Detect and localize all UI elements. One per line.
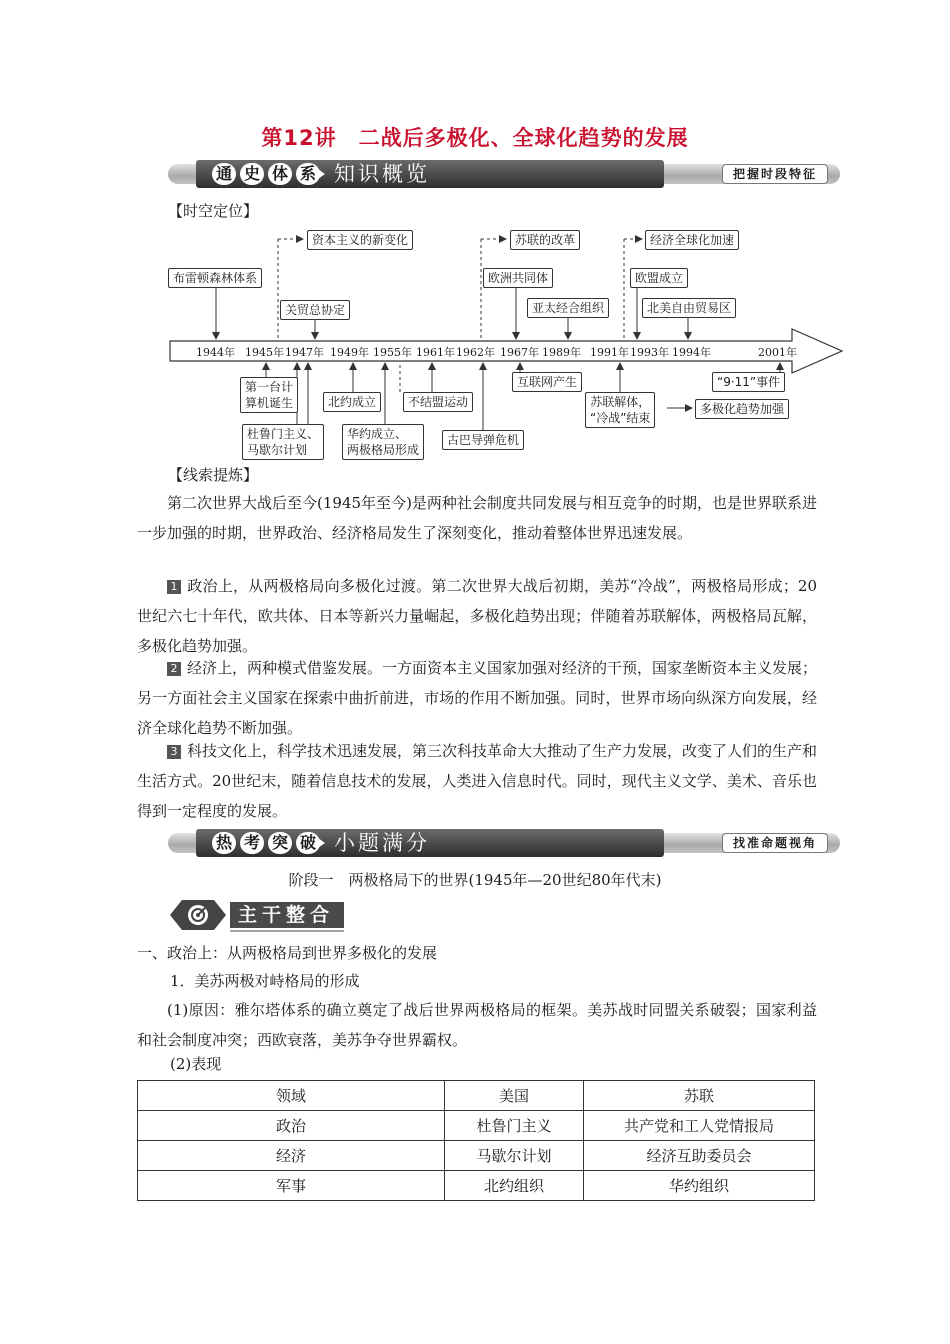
event-computer-line1: 第一台计 [245,380,294,394]
event-capitalism: 资本主义的新变化 [307,230,413,250]
point-paragraph [137,653,817,743]
heading-level2: 1．美苏两极对峙格局的形成 [170,972,360,990]
event-nato: 北约成立 [323,392,381,412]
table-cell: 经济 [138,1141,445,1171]
zhugan-badge [168,898,346,932]
event-ussr-line2: “冷战”结束 [590,411,651,425]
year-label: 1949年 [330,346,369,359]
banner-char: 考 [240,832,264,854]
banner-tag: 找准命题视角 [722,833,828,853]
event-multipolar: 多极化趋势加强 [695,399,789,419]
year-label: 1944年 [196,346,235,359]
event-apec: 亚太经合组织 [527,298,609,318]
table-row [138,1111,815,1141]
table-header: 领域 [138,1081,445,1111]
event-ec: 欧洲共同体 [483,268,553,288]
event-ussr-line1: 苏联解体， [590,395,651,409]
point-paragraph [137,736,817,826]
zhugan-title: 主干整合 [238,904,335,926]
event-nonaligned: 不结盟运动 [403,392,473,412]
table-header: 苏联 [584,1081,815,1111]
year-label: 2001年 [758,346,797,359]
year-label: 1955年 [373,346,412,359]
event-truman-line1: 杜鲁门主义、 [247,427,320,441]
table-cell: 华约组织 [584,1171,815,1201]
table-cell: 北约组织 [445,1171,584,1201]
event-warsaw [342,424,424,460]
event-bretton: 布雷顿森林体系 [168,268,262,288]
event-eu: 欧盟成立 [630,268,688,288]
event-computer-line2: 算机诞生 [245,396,294,410]
year-label: 1991年 [590,346,629,359]
section-banner-hot [168,829,840,855]
year-label: 1967年 [500,346,539,359]
banner-char: 突 [268,832,292,854]
event-warsaw-line1: 华约成立、 [347,427,408,441]
number-badge: 2 [167,662,181,676]
stage-heading: 阶段一 两极格局下的世界(1945年—20世纪80年代末) [288,871,662,889]
event-internet: 互联网产生 [512,372,582,392]
timeline [0,0,950,470]
event-soviet-reform: 苏联的改革 [510,230,580,250]
table-header-row [138,1081,815,1111]
banner-subtitle: 小题满分 [334,831,430,855]
year-label: 1947年 [285,346,324,359]
year-label: 1994年 [672,346,711,359]
point-text: 经济上，两种模式借鉴发展。一方面资本主义国家加强对经济的干预，国家垄断资本主义发展；另一方面社会主义国家在探索中曲折前进，市场的作用不断加强。同时，世界市场向纵深方向发展，经济全球化趋势不断加强。 [137,659,818,737]
page-title: 第12讲 二战后多极化、全球化趋势的发展 [261,126,689,150]
event-nafta: 北美自由贸易区 [642,298,736,318]
point-text: 科技文化上，科学技术迅速发展，第三次科技革命大大推动了生产力发展，改变了人们的生产和生活方式。20世纪末，随着信息技术的发展，人类进入信息时代。同时，现代主义文学、美术、音乐也得到一定程度的发展。 [137,742,818,820]
year-label: 1961年 [416,346,455,359]
event-cuba: 古巴导弹危机 [442,430,524,450]
table-row [138,1141,815,1171]
year-label: 1993年 [630,346,669,359]
event-ussr [585,392,655,428]
table-cell: 杜鲁门主义 [445,1111,584,1141]
timeline-lines [0,0,950,470]
banner-char: 破 [296,832,320,854]
point-paragraph [137,571,817,661]
banner-subtitle: 知识概览 [334,162,430,186]
cause-paragraph: (1)原因：雅尔塔体系的确立奠定了战后世界两极格局的框架。美苏战时同盟关系破裂；国家利益和社会制度冲突；西欧衰落，美苏争夺世界霸权。 [137,1001,817,1049]
event-gatt: 关贸总协定 [280,300,350,320]
number-badge: 1 [167,580,181,594]
event-globalization: 经济全球化加速 [645,230,739,250]
event-911: “9·11”事件 [712,372,785,392]
banner-tag: 把握时段特征 [722,164,828,184]
year-label: 1989年 [542,346,581,359]
table-cell: 马歇尔计划 [445,1141,584,1171]
event-truman [242,424,324,460]
table-cell: 军事 [138,1171,445,1201]
year-label: 1962年 [456,346,495,359]
section-label-time: 【时空定位】 [168,202,259,220]
event-truman-line2: 马歇尔计划 [247,443,308,457]
banner-char: 史 [240,163,264,185]
event-warsaw-line2: 两极格局形成 [347,443,420,457]
year-label: 1945年 [245,346,284,359]
table-cell: 政治 [138,1111,445,1141]
event-computer [240,377,298,413]
table-cell: 共产党和工人党情报局 [584,1111,815,1141]
comparison-table [137,1080,815,1201]
banner-char: 通 [212,163,236,185]
triangle-icon [318,838,325,848]
banner-char: 系 [296,163,320,185]
intro-paragraph: 第二次世界大战后至今(1945年至今)是两种社会制度共同发展与相互竞争的时期，也是世界联系进一步加强的时期，世界政治、经济格局发生了深刻变化，推动着整体世界迅速发展。 [137,494,817,542]
point-text: 政治上，从两极格局向多极化过渡。第二次世界大战后初期，美苏“冷战”，两极格局形成；20世纪六七十年代，欧共体、日本等新兴力量崛起，多极化趋势出现；伴随着苏联解体，两极格局瓦解，多极化趋势加强。 [137,577,817,655]
banner-char: 体 [268,163,292,185]
number-badge: 3 [167,745,181,759]
performance-label: (2)表现 [170,1055,222,1073]
table-header: 美国 [445,1081,584,1111]
table-cell: 经济互助委员会 [584,1141,815,1171]
banner-char: 热 [212,832,236,854]
heading-level1: 一、政治上：从两极格局到世界多极化的发展 [137,944,438,962]
table-row [138,1171,815,1201]
section-label-clue: 【线索提炼】 [168,466,259,484]
